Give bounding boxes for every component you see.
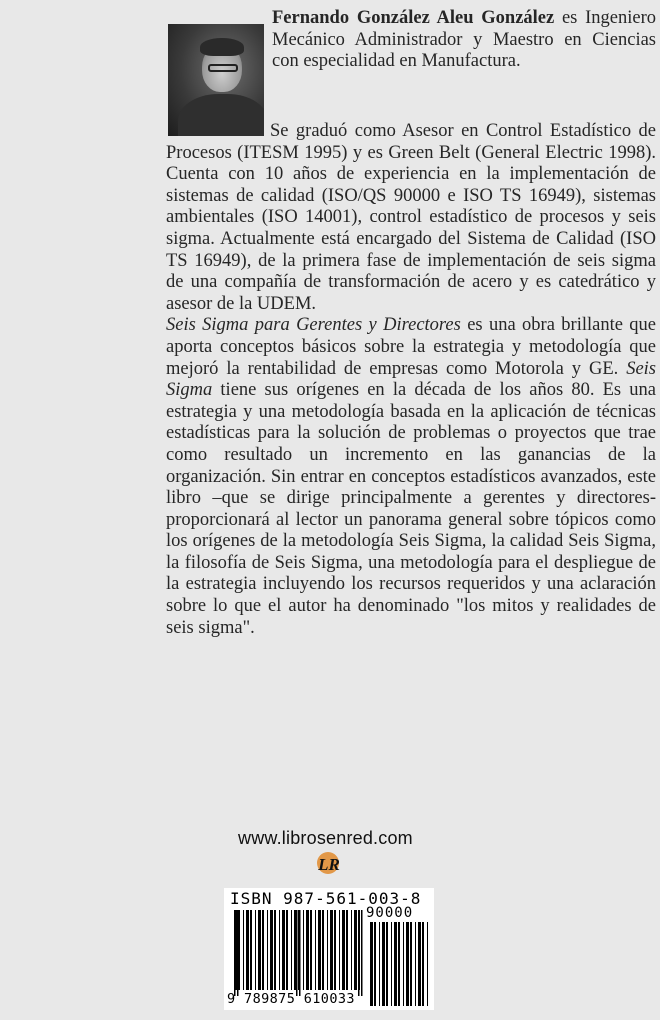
addon-number: 90000	[366, 905, 414, 921]
publisher-logo-text: LR	[318, 855, 340, 874]
publisher-logo	[314, 850, 344, 876]
author-name-line2: González	[481, 8, 555, 28]
isbn-label: ISBN 987-561-003-8	[230, 889, 422, 908]
author-intro-text: es Ingeniero Mecánico Administrador y Maestro en Ciencias con especialidad en Manufactura.	[272, 8, 657, 72]
author-intro	[272, 8, 656, 73]
term-seis-sigma: Seis Sigma	[166, 358, 656, 401]
author-photo	[168, 24, 264, 136]
ean-number: 9 789875 610033	[227, 991, 355, 1007]
publisher-website[interactable]: www.librosenred.com	[238, 828, 413, 848]
barcode	[224, 888, 434, 1010]
back-cover-text	[166, 121, 656, 639]
book-description: Seis Sigma para Gerentes y Directores es una obra brillante que aporta conceptos básicos sobre la estrategia y metodología que mejoró la rentabilidad de empresas como Motorola y GE. Seis Sigma tiene sus orígenes en la década de los años 80. Es una estrategia y una metodología basada en la aplicación de técnicas estadísticas para la solución de problemas o proyectos que trae como resultado un incremento en las ganancias de la organización. Sin entrar en conceptos estadísticos avanzados, este libro –que se dirige principalmente a gerentes y directores- proporcionará al lector un panorama general sobre tópicos como los orígenes de la metodología Seis Sigma, la calidad Seis Sigma, la filosofía de Seis Sigma, una metodología para el despliegue de la estrategia incluyendo los recursos requeridos y una aclaración sobre lo que el autor ha denominado "los mitos y realidades de seis sigma".	[166, 315, 656, 638]
author-name-line1: Fernando González Aleu	[272, 8, 474, 28]
author-bio: Se graduó como Asesor en Control Estadístico de Procesos (ITESM 1995) y es Green Belt (General Electric 1998). Cuenta con 10 años de experiencia en la implementación de sistemas de calidad (ISO/QS 90000 e ISO TS 16949), sistemas ambientales (ISO 14001), control estadístico de procesos y seis sigma. Actualmente está encargado del Sistema de Calidad (ISO TS 16949), de la primera fase de implementación de seis sigma de una compañía de transformación de acero y es catedrático y asesor de la UDEM.	[166, 121, 656, 314]
book-title: Seis Sigma para Gerentes y Directores	[166, 315, 461, 336]
